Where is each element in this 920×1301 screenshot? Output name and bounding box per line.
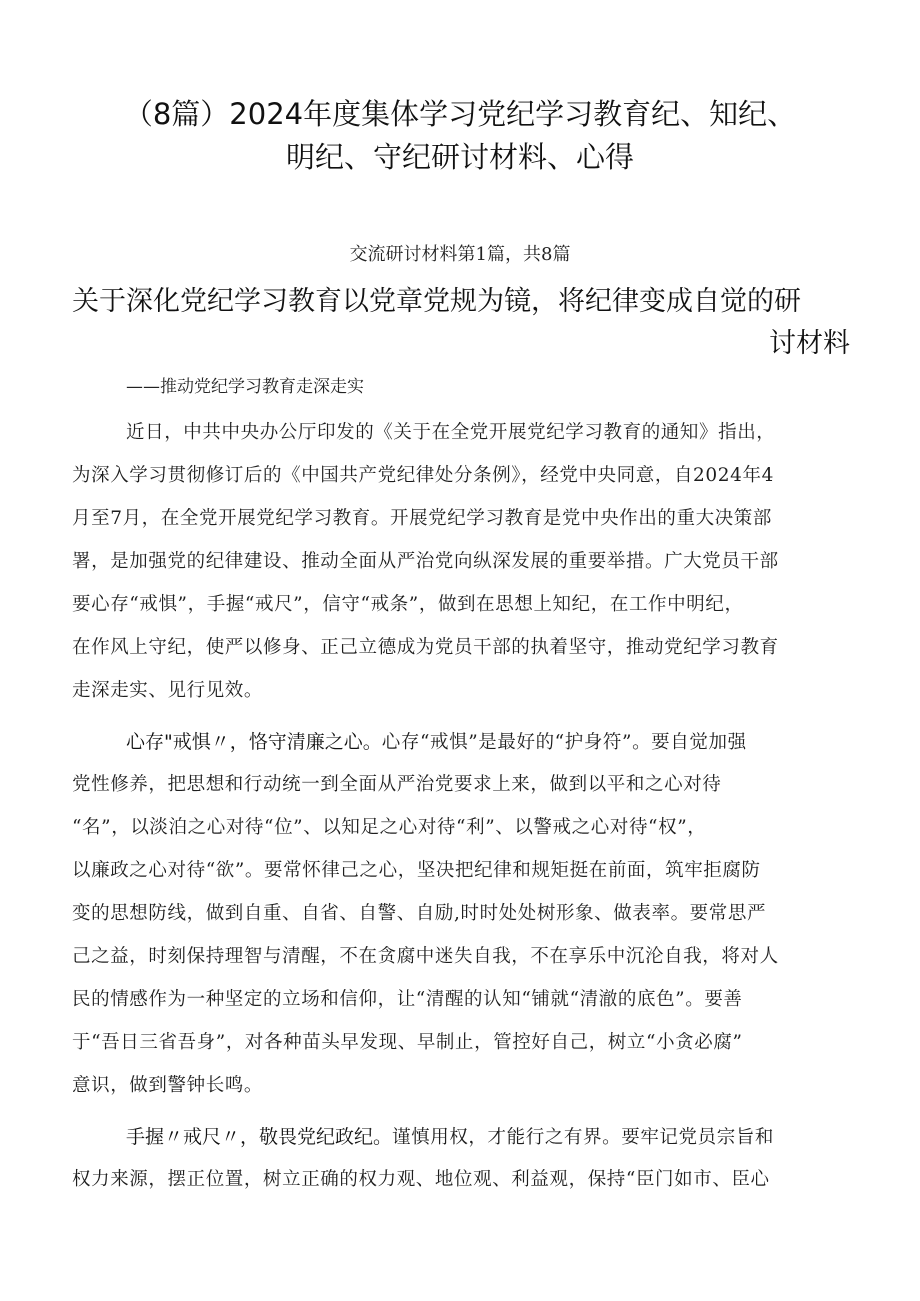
article-heading-line-1: 关于深化党纪学习教育以党章党规为镜，将纪律变成自觉的研 — [72, 286, 801, 317]
document-title-line-2: 明纪、守纪研讨材料、心得 — [285, 140, 634, 174]
paragraph-3-line: 权力来源，摆正位置，树立正确的权力观、地位观、利益观，保持“臣门如市、臣心 — [72, 1169, 770, 1190]
paragraph-1-line: 为深入学习贯彻修订后的《中国共产党纪律处分条例》，经党中央同意，自2024年4 — [72, 465, 775, 486]
document-title-line-1: （8篇）2024年度集体学习党纪学习教育纪、知纪、 — [123, 97, 797, 131]
paragraph-1-line: 近日，中共中央办公厅印发的《关于在全党开展党纪学习教育的通知》指出， — [126, 422, 776, 443]
paragraph-2-line: 党性修养，把思想和行动统一到全面从严治党要求上来，做到以平和之心对待 — [72, 774, 722, 795]
paragraph-2-line: 于“吾日三省吾身”，对各种苗头早发现、早制止，管控好自己，树立“小贪必腐” — [72, 1032, 743, 1053]
paragraph-2-line: 民的情感作为一种坚定的立场和信仰，让“清醒的认知“铺就“清澈的底色”。要善 — [72, 989, 743, 1010]
paragraph-2-line: 己之益，时刻保持理智与清醒，不在贪腐中迷失自我，不在享乐中沉沦自我，将对人 — [72, 946, 779, 967]
section-subtitle: 交流研讨材料第1篇，共8篇 — [349, 244, 571, 265]
paragraph-1-line: 要心存“戒惧”，手握“戒尺”，信守“戒条”，做到在思想上知纪，在工作中明纪， — [72, 594, 744, 615]
paragraph-1-line: 署，是加强党的纪律建设、推动全面从严治党向纵深发展的重要举措。广大党员干部 — [72, 551, 779, 572]
paragraph-2-line: 意识，做到警钟长鸣。 — [72, 1075, 264, 1096]
paragraph-2-line: 变的思想防线，做到自重、自省、自警、自励,时时处处树形象、做表率。要常思严 — [72, 903, 767, 924]
article-byline: ——推动党纪学习教育走深走实 — [126, 377, 364, 397]
paragraph-1-line: 在作风上守纪，使严以修身、正己立德成为党员干部的执着坚守，推动党纪学习教育 — [72, 637, 779, 658]
paragraph-2-first-line — [126, 727, 858, 758]
paragraph-2-line: 以廉政之心对待“欲”。要常怀律己之心，坚决把纪律和规矩挺在前面，筑牢拒腐防 — [72, 860, 761, 881]
paragraph-3-first-line — [126, 1122, 858, 1153]
paragraph-2-line: “名”，以淡泊之心对待“位”、以知足之心对待“利”、以警戒之心对待“权”， — [72, 817, 707, 838]
paragraph-2-first-text: 心存“戒惧”是最好的“护身符”。要自觉加强 — [381, 732, 747, 753]
paragraph-1-line: 月至7月，在全党开展党纪学习教育。开展党纪学习教育是党中央作出的重大决策部 — [72, 508, 772, 529]
article-heading-line-2: 讨材料 — [769, 328, 850, 359]
paragraph-1-line: 走深走实、见行见效。 — [72, 680, 264, 701]
paragraph-2-lead: 心存"戒惧〃，恪守清廉之心。 — [126, 731, 382, 753]
paragraph-3-lead: 手握〃戒尺〃，敬畏党纪政纪。 — [126, 1126, 393, 1148]
paragraph-3-first-text: 谨慎用权，才能行之有界。要牢记党员宗旨和 — [392, 1127, 775, 1148]
